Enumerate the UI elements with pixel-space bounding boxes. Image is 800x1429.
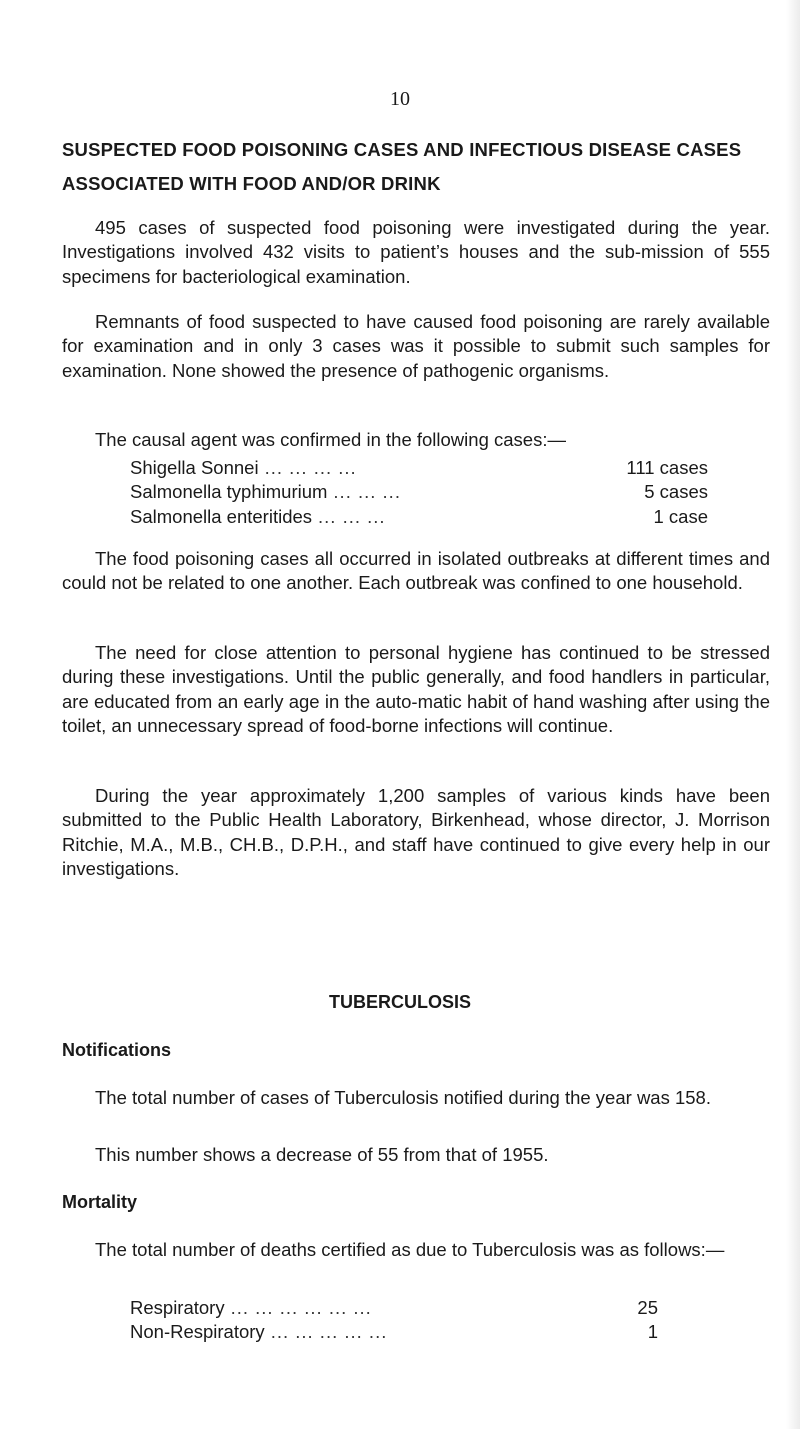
mortality-heading: Mortality bbox=[62, 1192, 138, 1212]
page-number: 10 bbox=[390, 88, 410, 110]
list-item bbox=[130, 456, 708, 480]
list-item bbox=[130, 1296, 658, 1320]
paragraph-hygiene: The need for close attention to personal hygiene has continued to be stressed during these investigations. Until the public generally, and food handlers in particular, are educated from an early age in the auto-matic habit of hand washing after using the toilet, an unnecessary spread of food-borne infections will continue. bbox=[62, 642, 770, 736]
leader-dots: ... ... ... ... ... bbox=[270, 1321, 388, 1343]
list-item bbox=[130, 1320, 658, 1344]
agent-name: Salmonella enteritides bbox=[130, 505, 313, 527]
list-item bbox=[130, 480, 708, 504]
food-poisoning-heading: SUSPECTED FOOD POISONING CASES AND INFECTIOUS DISEASE CASES ASSOCIATED WITH FOOD AND/OR DRINK bbox=[62, 139, 742, 194]
agent-name: Salmonella typhimurium bbox=[130, 481, 328, 503]
leader-dots: ... ... ... bbox=[318, 505, 386, 527]
leader-dots: ... ... ... ... ... ... bbox=[230, 1297, 372, 1318]
page-edge-shadow bbox=[786, 0, 800, 1429]
death-category: Non-Respiratory bbox=[130, 1321, 265, 1343]
death-count: 25 bbox=[637, 1297, 658, 1318]
tuberculosis-heading: TUBERCULOSIS bbox=[328, 992, 471, 1012]
paragraph-outbreaks: The food poisoning cases all occurred in isolated outbreaks at different times and could not be related to one another. Each outbreak was confined to one household. bbox=[62, 548, 770, 594]
agent-name: Shigella Sonnei bbox=[130, 457, 259, 478]
paragraph-laboratory: During the year approximately 1,200 samples of various kinds have been submitted to the Public Health Laboratory, Birkenhead, whose director, J. Morrison Ritchie, M.A., M.B., CH.B., D.P.H., and staff have continued to give every help in our investigations. bbox=[62, 785, 770, 879]
agent-count: 5 cases bbox=[644, 481, 708, 503]
list-item bbox=[130, 505, 708, 529]
paragraph-mortality: The total number of deaths certified as due to Tuberculosis was as follows:— bbox=[95, 1239, 725, 1260]
paragraph-decrease: This number shows a decrease of 55 from that of 1955. bbox=[95, 1144, 549, 1165]
deaths-list bbox=[130, 1296, 658, 1345]
paragraph-cases-investigated: 495 cases of suspected food poisoning were investigated during the year. Investigations involved 432 visits to patient’s houses and the sub-mission of 555 specimens for bacteriological examination. bbox=[62, 217, 770, 287]
leader-dots: ... ... ... ... bbox=[264, 457, 357, 478]
death-count: 1 bbox=[647, 1321, 658, 1343]
paragraph-remnants: Remnants of food suspected to have caused food poisoning are rarely available for examination and in only 3 cases was it possible to submit such samples for examination. None showed the presence of pathogenic organisms. bbox=[62, 311, 770, 381]
death-category: Respiratory bbox=[130, 1297, 225, 1318]
paragraph-causal-agent: The causal agent was confirmed in the following cases:— bbox=[95, 429, 566, 450]
agent-count: 1 case bbox=[653, 505, 708, 527]
notifications-heading: Notifications bbox=[62, 1040, 172, 1060]
agent-count: 111 cases bbox=[626, 457, 708, 478]
causal-agent-list bbox=[130, 456, 708, 529]
leader-dots: ... ... ... bbox=[333, 481, 401, 503]
paragraph-notifications: The total number of cases of Tuberculosis notified during the year was 158. bbox=[95, 1087, 711, 1108]
